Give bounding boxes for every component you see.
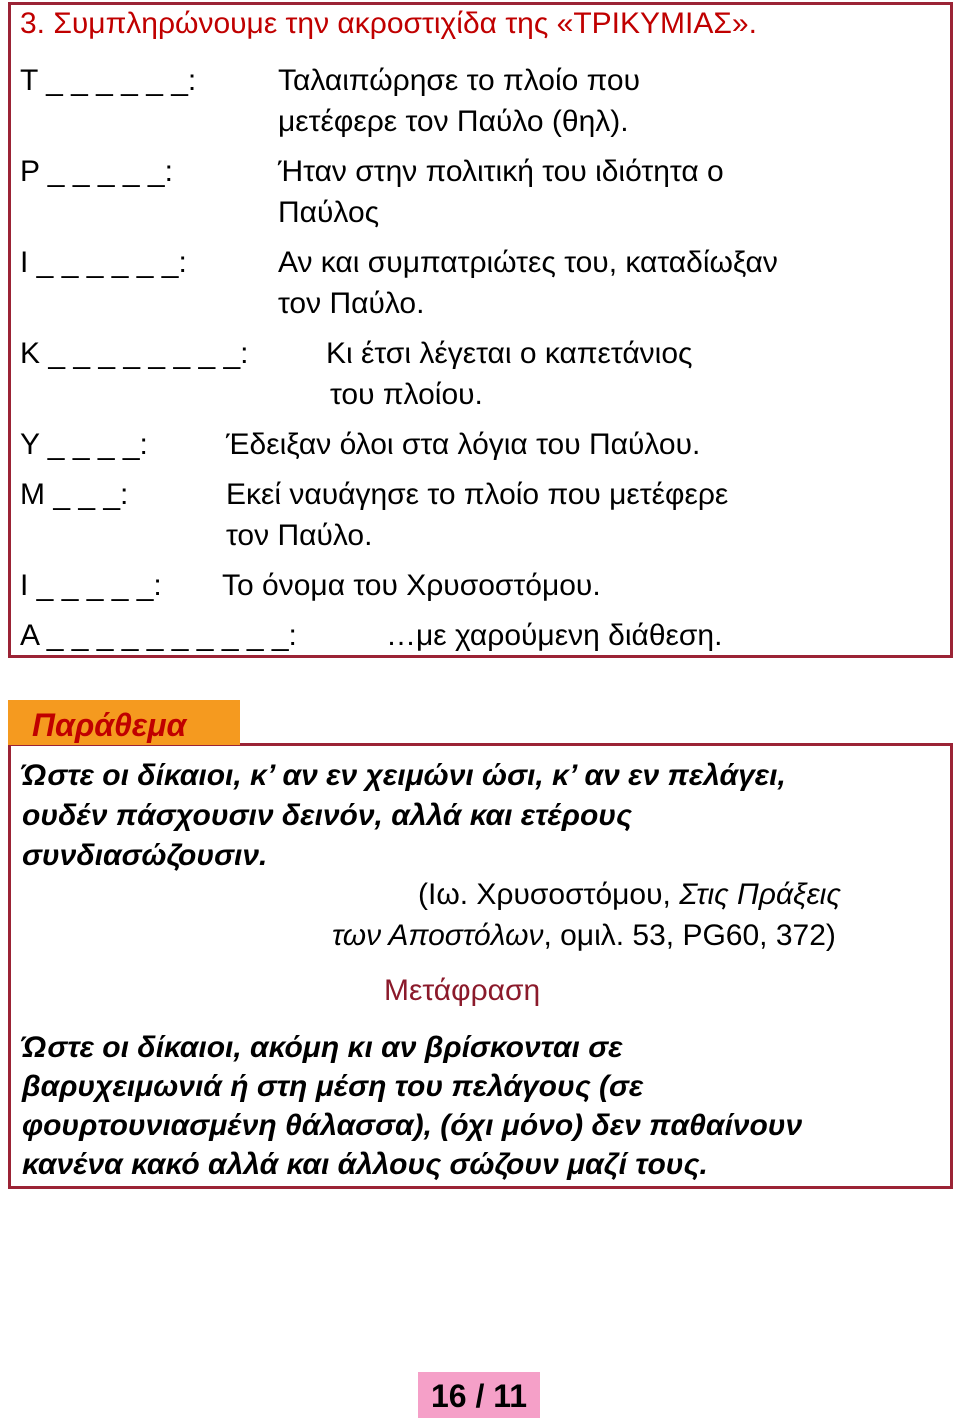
- acrostic-row-3-blanks: Ι _ _ _ _ _ _:: [20, 246, 187, 279]
- translation-line-3: φουρτουνιασμένη θάλασσα), (όχι μόνο) δεν παθαίνουν: [22, 1109, 803, 1142]
- citation-line-1: [418, 877, 841, 913]
- acrostic-row-5-blanks: Υ _ _ _ _:: [20, 428, 148, 461]
- acrostic-row-1-clue-cont: μετέφερε τον Παύλο (θηλ).: [278, 105, 629, 138]
- acrostic-row-3-clue: Αν και συμπατριώτες του, καταδίωξαν: [278, 246, 778, 279]
- excerpt-line-3: συνδιασώζουσιν.: [22, 839, 268, 872]
- acrostic-row-8-clue: …με χαρούμενη διάθεση.: [386, 619, 723, 652]
- acrostic-row-1-clue: Ταλαιπώρησε το πλοίο που: [278, 64, 641, 97]
- acrostic-exercise-box: [8, 2, 953, 658]
- acrostic-row-3-clue-cont: τον Παύλο.: [278, 287, 425, 320]
- exercise-title: 3. Συμπληρώνουμε την ακροστιχίδα της «ΤΡΙΚΥΜΙΑΣ».: [20, 7, 757, 40]
- acrostic-row-2-clue-cont: Παύλος: [278, 196, 380, 229]
- acrostic-row-7-clue: Το όνομα του Χρυσοστόμου.: [222, 569, 601, 602]
- citation-work-title-1: Στις Πράξεις: [679, 878, 841, 911]
- acrostic-row-6-blanks: Μ _ _ _:: [20, 478, 129, 511]
- citation-suffix: , ομιλ. 53, PG60, 372): [543, 919, 836, 952]
- translation-line-4: κανένα κακό αλλά και άλλους σώζουν μαζί τους.: [22, 1148, 708, 1181]
- translation-line-1: Ώστε οι δίκαιοι, ακόμη κι αν βρίσκονται σε: [22, 1031, 623, 1064]
- acrostic-row-5-clue: Έδειξαν όλοι στα λόγια του Παύλου.: [226, 428, 701, 461]
- page-number: 16 / 11: [430, 1378, 528, 1414]
- excerpt-tab-label: Παράθεμα: [32, 707, 187, 743]
- acrostic-row-4-blanks: Κ _ _ _ _ _ _ _ _:: [20, 337, 249, 370]
- acrostic-row-4-clue: Κι έτσι λέγεται ο καπετάνιος: [326, 337, 693, 370]
- acrostic-row-4-clue-cont: του πλοίου.: [330, 378, 483, 411]
- citation-work-title-2: των Αποστόλων: [332, 919, 544, 952]
- citation-prefix: (Ιω. Χρυσοστόμου,: [418, 878, 680, 911]
- acrostic-row-6-clue: Εκεί ναυάγησε το πλοίο που μετέφερε: [226, 478, 729, 511]
- acrostic-row-2-blanks: Ρ _ _ _ _ _:: [20, 155, 173, 188]
- acrostic-row-1-blanks: Τ _ _ _ _ _ _:: [20, 64, 197, 97]
- translation-line-2: βαρυχειμωνιά ή στη μέση του πελάγους (σε: [22, 1070, 644, 1103]
- translation-heading: Μετάφραση: [384, 974, 541, 1007]
- acrostic-row-8-blanks: Α _ _ _ _ _ _ _ _ _ _:: [20, 619, 297, 652]
- acrostic-row-6-clue-cont: τον Παύλο.: [226, 519, 373, 552]
- excerpt-line-1: Ώστε οι δίκαιοι, κ’ αν εν χειμώνι ώσι, κ’ αν εν πελάγει,: [22, 759, 786, 792]
- acrostic-row-2-clue: Ήταν στην πολιτική του ιδιότητα ο: [278, 155, 724, 188]
- excerpt-line-2: ουδέν πάσχουσιν δεινόν, αλλά και ετέρους: [22, 799, 632, 832]
- citation-line-2: [332, 918, 836, 954]
- acrostic-row-7-blanks: Ι _ _ _ _ _:: [20, 569, 162, 602]
